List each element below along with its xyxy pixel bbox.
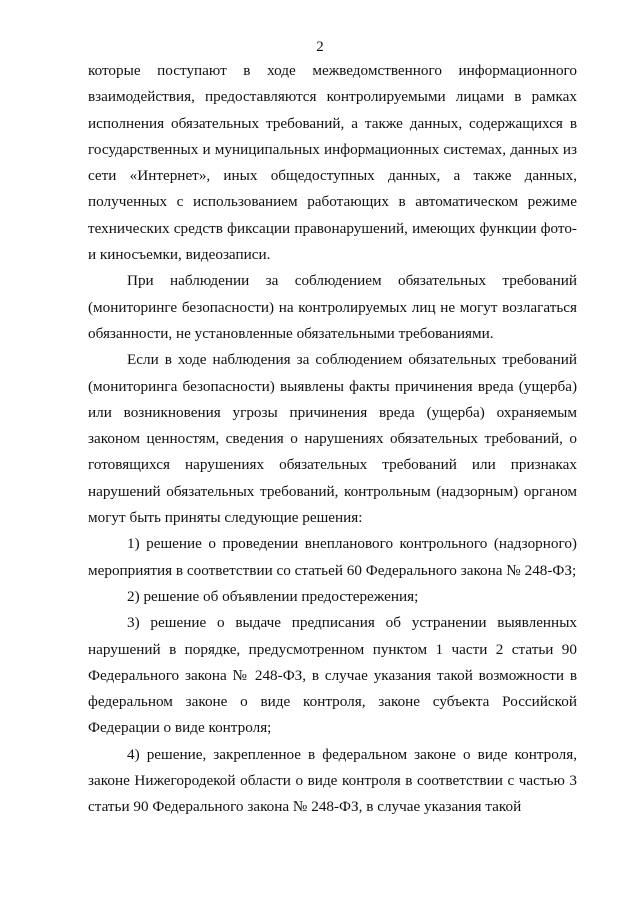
paragraph-continuation: которые поступают в ходе межведомственного информационного взаимодействия, предоставляются контролируемыми лицами в рамках исполнения обязательных требований, а также данных, содержащихся в государственных и муниципальных информационных системах, данных из сети «Интернет», иных общедоступных данных, а также данных, полученных с использованием работающих в автоматическом режиме технических средств фиксации правонарушений, имеющих функции фото- и киносъемки, видеозаписи. (88, 62, 577, 264)
paragraph-monitoring-obligations: При наблюдении за соблюдением обязательных требований (мониторинге безопасности) на контролируемых лиц не могут возлагаться обязанности, не установленные обязательными требованиями. (88, 272, 577, 342)
list-item-warning: 2) решение об объявлении предостережения; (127, 587, 419, 605)
document-body (88, 58, 577, 821)
list-item-order: 3) решение о выдаче предписания об устранении выявленных нарушений в порядке, предусмотренном пунктом 1 части 2 статьи 90 Федерального закона № 248-ФЗ, в случае указания такой возможности в федеральном законе о виде контроля, законе субъекта Российской Федерации о виде контроля; (88, 614, 577, 737)
list-item-unscheduled-inspection: 1) решение о проведении внепланового контрольного (надзорного) мероприятия в соответствии со статьей 60 Федерального закона № 248-ФЗ; (88, 535, 577, 579)
paragraph-violations-found: Если в ходе наблюдения за соблюдением обязательных требований (мониторинга безопасности) выявлены факты причинения вреда (ущерба) или возникновения угрозы причинения вреда (ущерба) охраняемым законом ценностям, сведения о нарушениях обязательных требований, о готовящихся нарушениях обязательных требований или признаках нарушений обязательных требований, контрольным (надзорным) органом могут быть приняты следующие решения: (88, 351, 577, 527)
list-item-law-decision: 4) решение, закрепленное в федеральном законе о виде контроля, законе Нижегородекой области о виде контроля в соответствии с частью 3 статьи 90 Федерального закона № 248-ФЗ, в случае указания такой (88, 745, 577, 816)
page-number: 2 (316, 39, 324, 55)
